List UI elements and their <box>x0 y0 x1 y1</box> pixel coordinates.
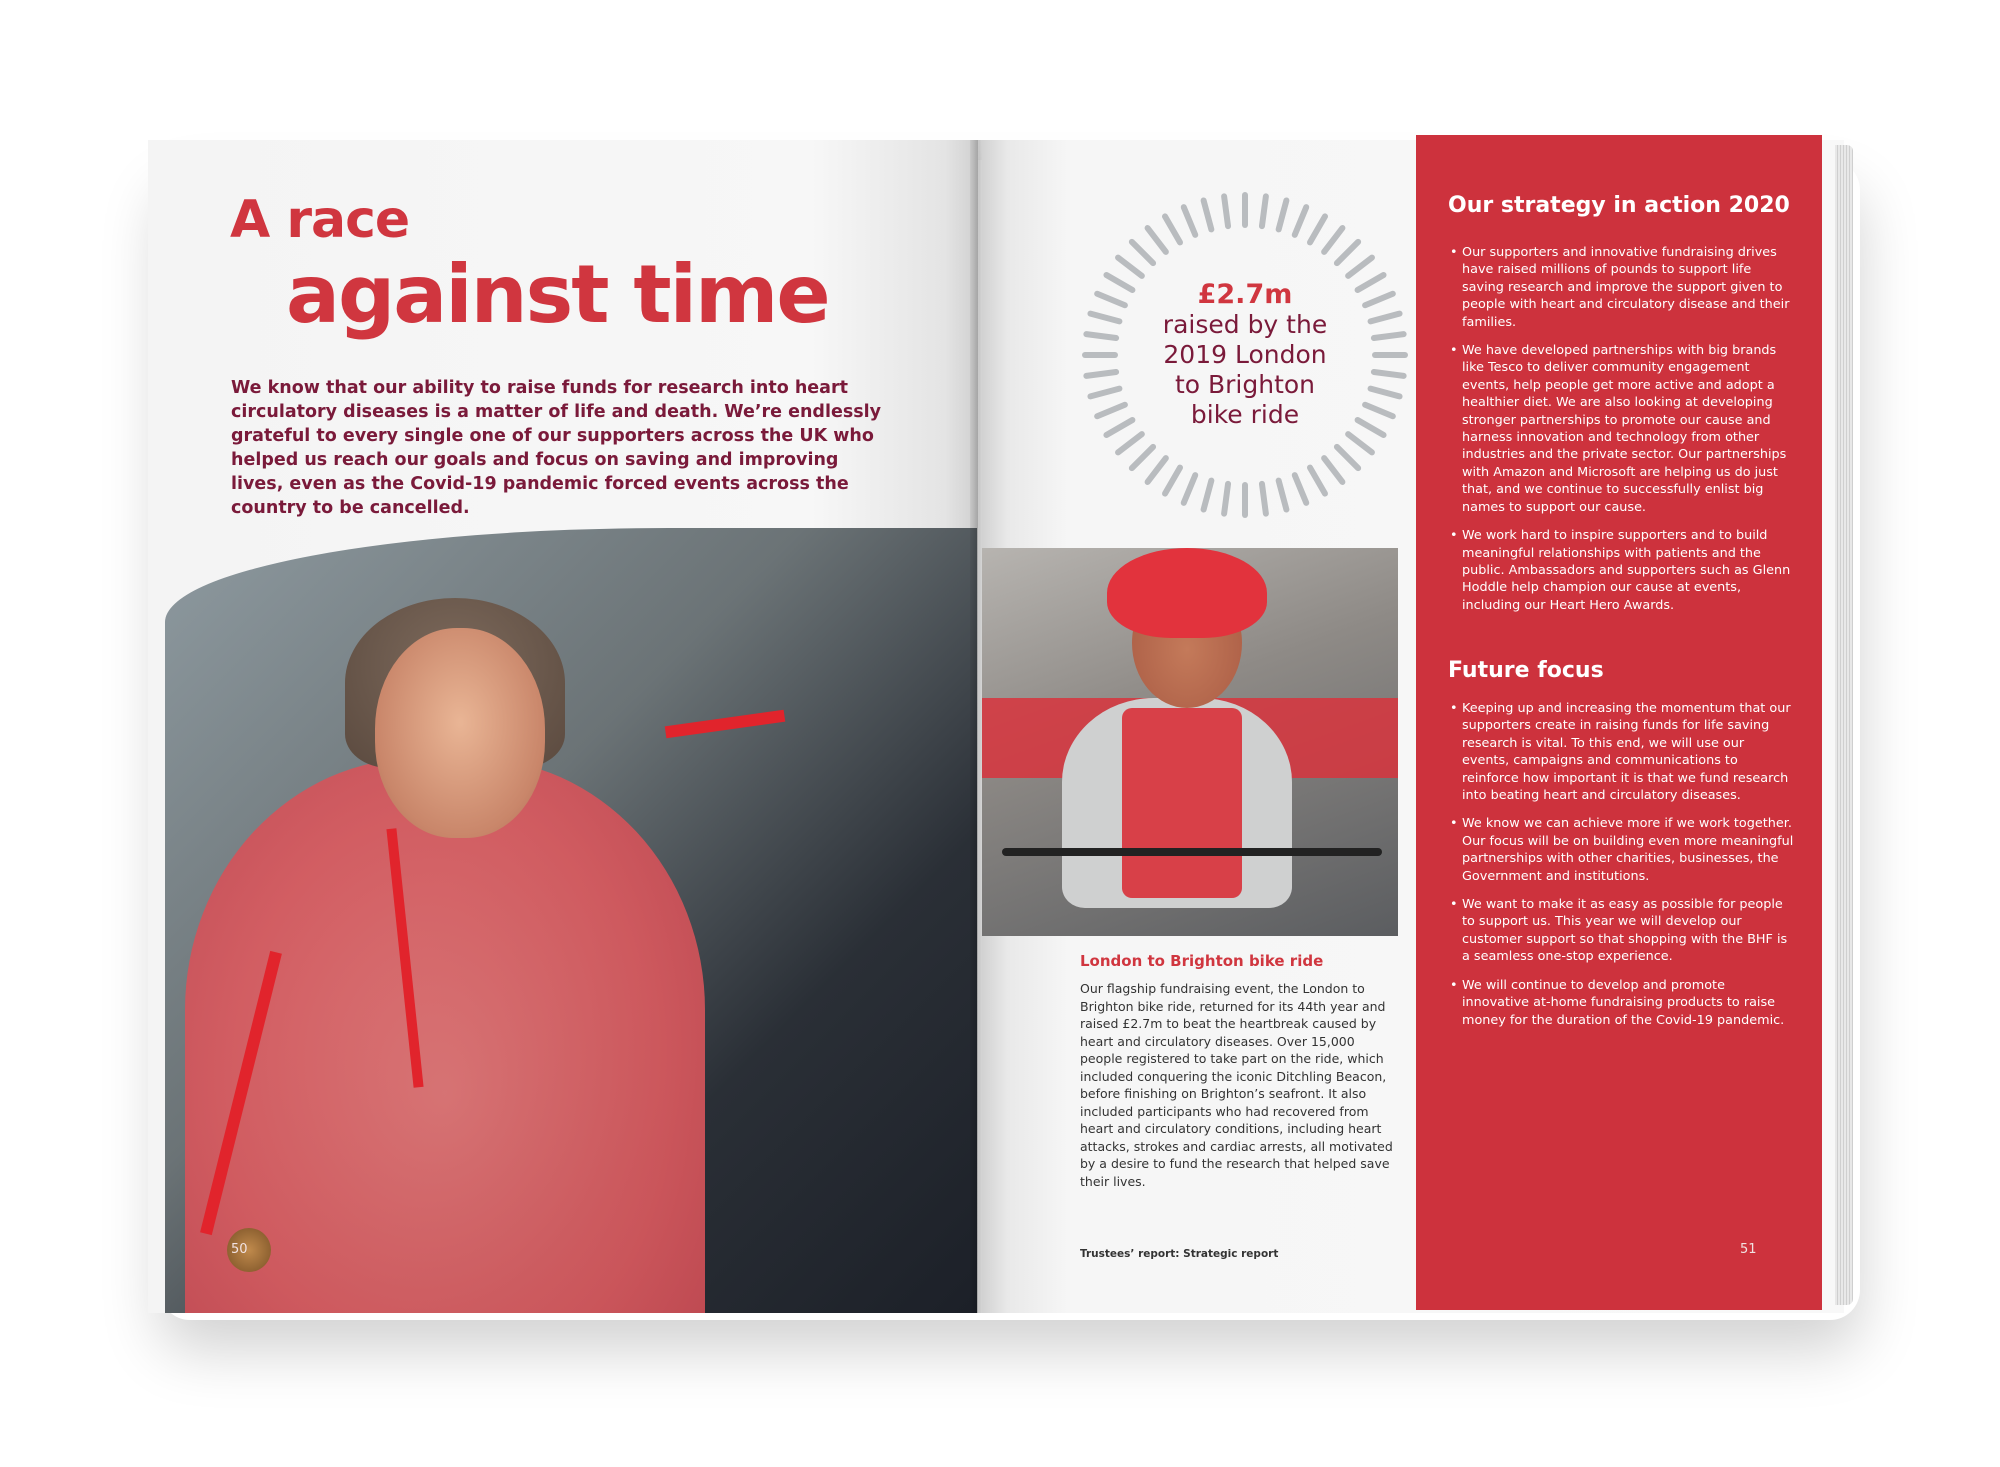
page-edges <box>1835 145 1853 1305</box>
ring-tick <box>1348 258 1372 276</box>
ring-tick <box>1224 484 1228 514</box>
ring-tick <box>1324 228 1342 252</box>
ring-tick <box>1348 434 1372 452</box>
ring-tick <box>1148 458 1166 482</box>
stat-amount: £2.7m <box>1197 279 1293 310</box>
ring-tick <box>1118 434 1142 452</box>
ring-tick <box>1184 475 1195 503</box>
page-number-left: 50 <box>231 1242 248 1257</box>
future-item: • We know we can achieve more if we work together. Our focus will be on building even more meaningful partnerships with other charities, businesses, the Government and institutions. <box>1450 815 1795 885</box>
ring-tick <box>1262 196 1266 226</box>
ring-tick <box>1310 216 1325 242</box>
page-number-right: 51 <box>1740 1242 1757 1257</box>
ring-tick <box>1279 481 1287 510</box>
photo-face <box>375 628 545 838</box>
stat-line-3: to Brighton <box>1174 370 1316 399</box>
photo-poncho <box>185 758 705 1313</box>
ring-tick <box>1224 196 1228 226</box>
ring-tick <box>1165 468 1180 494</box>
ring-tick <box>1132 242 1153 263</box>
future-item: • We want to make it as easy as possible for people to support us. This year we will develop our customer support so that shopping with the BHF is a seamless one-stop experience. <box>1450 896 1795 966</box>
footer-text: Trustees’ report: Strategic report <box>1080 1248 1279 1260</box>
strategy-item: • We have developed partnerships with big brands like Tesco to deliver community engagement events, help people get more active and adopt a healthier diet. We are also looking at developing stronger partnerships to promote our cause and harness innovation and technology from other industries and the private sector. Our partnerships with Amazon and Microsoft are helping us do just that, and we continue to successfully enlist big names to support our cause. <box>1450 342 1795 516</box>
strategy-item: • We work hard to inspire supporters and to build meaningful relationships with patients and the public. Ambassadors and supporters such as Glenn Hoddle help champion our cause at events, including our Heart Hero Awards. <box>1450 527 1795 614</box>
caption-title: London to Brighton bike ride <box>1080 952 1324 970</box>
ring-tick <box>1324 458 1342 482</box>
ring-tick <box>1165 216 1180 242</box>
ring-tick <box>1295 207 1306 235</box>
ring-tick <box>1148 228 1166 252</box>
future-heading: Future focus <box>1448 658 1604 683</box>
future-item: • We will continue to develop and promote innovative at-home fundraising products to raise money for the duration of the Covid-19 pandemic. <box>1450 977 1795 1029</box>
ring-tick <box>1337 242 1358 263</box>
strategy-list <box>1450 244 1795 625</box>
ring-tick <box>1184 207 1195 235</box>
stat-line-2: 2019 London <box>1163 340 1327 369</box>
headline-line2: against time <box>286 248 829 341</box>
intro-paragraph: We know that our ability to raise funds for research into heart circulatory diseases is a matter of life and death. We’re endlessly grateful to every single one of our supporters across the UK who helped us reach our goals and focus on saving and improving lives, even as the Covid-19 pandemic forced events across the country to be cancelled. <box>231 378 882 518</box>
stat-line-1: raised by the <box>1162 310 1328 339</box>
photo-rider-vest <box>1122 708 1242 898</box>
future-item: • Keeping up and increasing the momentum that our supporters create in raising funds for life saving research is vital. To this end, we will use our events, campaigns and communications to reinforce how important it is that we fund research into beating heart and circulatory diseases. <box>1450 700 1795 804</box>
ring-tick <box>1204 200 1212 229</box>
cyclist-photo <box>982 548 1398 936</box>
volunteer-photo <box>165 528 977 1313</box>
ring-tick <box>1132 447 1153 468</box>
ring-tick <box>1295 475 1306 503</box>
strategy-item: • Our supporters and innovative fundraising drives have raised millions of pounds to support life saving research and improve the support given to people with heart and circulatory disease and their families. <box>1450 244 1795 331</box>
stat-block <box>1110 280 1380 430</box>
future-list <box>1450 700 1795 1040</box>
ring-tick <box>1310 468 1325 494</box>
strategy-heading: Our strategy in action 2020 <box>1448 193 1790 218</box>
ring-tick <box>1204 481 1212 510</box>
ring-tick <box>1337 447 1358 468</box>
photo-red-wig <box>1107 548 1267 638</box>
ring-tick <box>1279 200 1287 229</box>
headline-line1: A race <box>230 190 410 250</box>
photo-bike-handlebar <box>1002 848 1382 856</box>
caption-body: Our flagship fundraising event, the London to Brighton bike ride, returned for its 44th year and raised £2.7m to beat the heartbreak caused by heart and circulatory diseases. Over 15,000 people registered to take part on the ride, which included conquering the iconic Ditchling Beacon, before finishing on Brighton’s seafront. It also included participants who had recovered from heart and circulatory conditions, including heart attacks, strokes and cardiac arrests, all motivated by a desire to fund the research that helped save their lives. <box>1080 981 1393 1189</box>
ring-tick <box>1118 258 1142 276</box>
ring-tick <box>1262 484 1266 514</box>
stat-line-4: bike ride <box>1190 400 1300 429</box>
